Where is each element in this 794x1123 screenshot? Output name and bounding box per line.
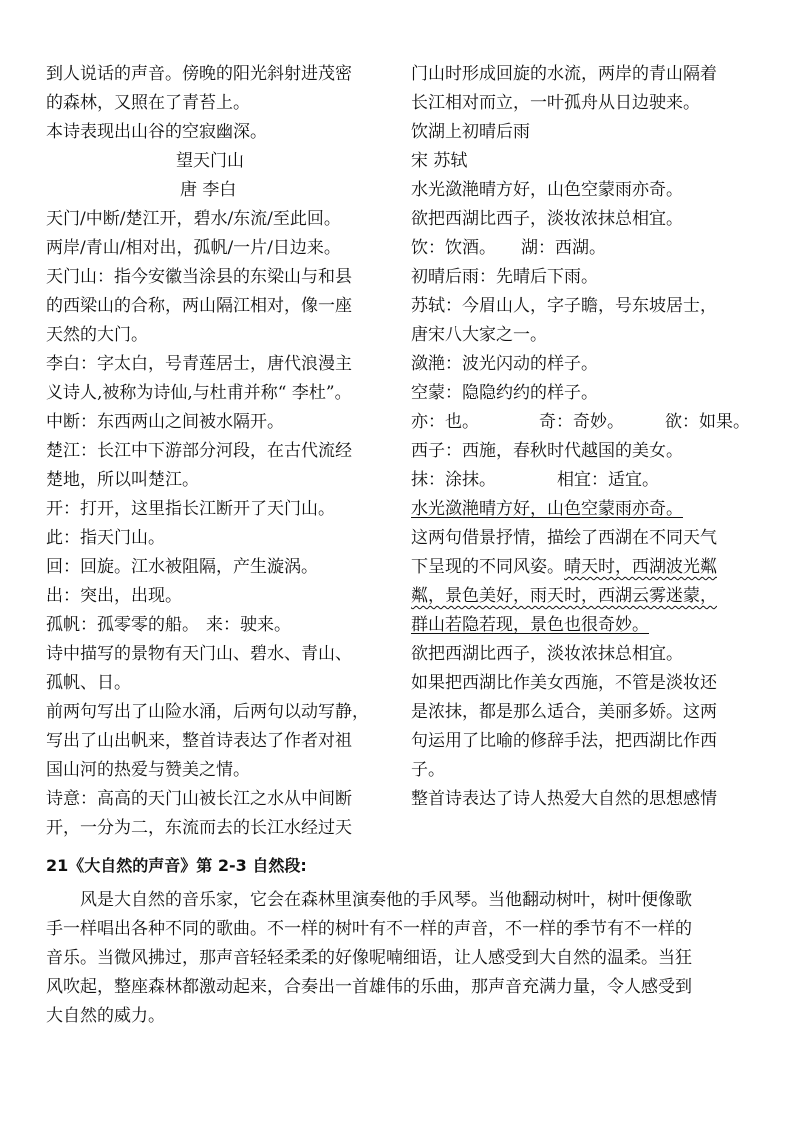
text-line: 是浓抹，都是那么适合，美丽多娇。这两	[411, 702, 717, 722]
text-line: 句运用了比喻的修辞手法，把西湖比作西	[411, 731, 717, 751]
text-line	[411, 553, 771, 582]
poem-line: 水光潋滟晴方好，山色空蒙雨亦奇。	[411, 180, 683, 200]
right-column	[411, 60, 771, 814]
gloss-term: 孤帆：孤零零的船。	[46, 615, 199, 635]
poem-title: 饮湖上初晴后雨	[411, 122, 530, 142]
section-heading: 21《大自然的声音》第 2-3 自然段:	[46, 856, 307, 875]
poem-line: 欲把西湖比西子，淡妆浓抹总相宜。	[411, 644, 683, 664]
text-line: 风是大自然的音乐家，它会在森林里演奏他的手风琴。当他翻动树叶，树叶便像歌	[46, 890, 692, 910]
poem-title: 望天门山	[176, 151, 244, 171]
wavy-underlined-text: 粼，景色美好，雨天时，西湖云雾迷蒙，	[411, 586, 717, 606]
text-line	[46, 611, 404, 640]
text-line: 的西梁山的合称，两山隔江相对，像一座	[46, 296, 352, 316]
text-line: 天然的大门。	[46, 325, 148, 345]
text-line: 诗中描写的景物有天门山、碧水、青山、	[46, 644, 352, 664]
gloss-term: 相宜：适宜。	[557, 470, 659, 490]
text-line	[411, 408, 771, 437]
gloss-term: 来：驶来。	[206, 615, 291, 635]
text-line: 音乐。当微风拂过，那声音轻轻柔柔的好像呢喃细语，让人感受到大自然的温柔。当狂	[46, 948, 692, 968]
text-line: 苏轼：今眉山人，字子瞻，号东坡居士，	[411, 296, 717, 316]
text-line: 义诗人,被称为诗仙,与杜甫并称“ 李杜”。	[46, 383, 352, 403]
gloss-term: 湖：西湖。	[521, 238, 606, 258]
text-line: 前两句写出了山险水涌，后两句以动写静，	[46, 702, 369, 722]
text-line: 潋滟：波光闪动的样子。	[411, 354, 598, 374]
text-line: 整首诗表达了诗人热爱大自然的思想感情	[411, 789, 717, 809]
gloss-term: 饮：饮酒。	[411, 238, 496, 258]
text-line: 中断：东西两山之间被水隔开。	[46, 412, 284, 432]
text-line	[411, 466, 771, 495]
underlined-text: 群山若隐若现，景色也很奇妙。	[411, 615, 649, 635]
text-line: 出：突出，出现。	[46, 586, 182, 606]
text-line: 长江相对而立，一叶孤舟从日边驶来。	[411, 93, 700, 113]
text-line: 此：指天门山。	[46, 528, 165, 548]
poem-line: 欲把西湖比西子，淡妆浓抹总相宜。	[411, 209, 683, 229]
poem-line: 天门/中断/楚江开，碧水/东流/至此回。	[46, 209, 341, 229]
text-line: 西子：西施，春秋时代越国的美女。	[411, 441, 683, 461]
text-line	[411, 582, 771, 611]
text-line: 唐宋八大家之一。	[411, 325, 547, 345]
text-line: 楚江：长江中下游部分河段，在古代流经	[46, 441, 352, 461]
text-line: 的森林，又照在了青苔上。	[46, 93, 250, 113]
wavy-underlined-text: 晴天时，西湖波光粼	[564, 557, 717, 577]
text-line: 子。	[411, 760, 445, 780]
gloss-term: 欲：如果。	[665, 412, 750, 432]
text-line: 李白：字太白，号青莲居士，唐代浪漫主	[46, 354, 352, 374]
text-line: 如果把西湖比作美女西施，不管是淡妆还	[411, 673, 717, 693]
text-line: 手一样唱出各种不同的歌曲。不一样的树叶有不一样的声音，不一样的季节有不一样的	[46, 919, 692, 939]
underlined-poem-line: 水光潋滟晴方好，山色空蒙雨亦奇。	[411, 499, 683, 519]
gloss-term: 亦：也。	[411, 412, 479, 432]
text-line: 国山河的热爱与赞美之情。	[46, 760, 250, 780]
text-line: 门山时形成回旋的水流，两岸的青山隔着	[411, 64, 717, 84]
text-line: 开：打开，这里指长江断开了天门山。	[46, 499, 335, 519]
text-line: 孤帆、日。	[46, 673, 131, 693]
text-line: 本诗表现出山谷的空寂幽深。	[46, 122, 267, 142]
text-line: 诗意：高高的天门山被长江之水从中间断	[46, 789, 352, 809]
text-line	[411, 611, 771, 640]
gloss-term: 奇：奇妙。	[539, 412, 624, 432]
text-line: 回：回旋。江水被阻隔，产生漩涡。	[46, 557, 318, 577]
gloss-term: 抹：涂抹。	[411, 470, 496, 490]
text-line: 大自然的威力。	[46, 1006, 165, 1026]
text-span: 下呈现的不同风姿。	[411, 557, 564, 577]
poem-author: 唐 李白	[180, 180, 237, 200]
text-line: 这两句借景抒情，描绘了西湖在不同天气	[411, 528, 717, 548]
text-line: 初晴后雨：先晴后下雨。	[411, 267, 598, 287]
lesson-section	[46, 852, 766, 1031]
text-line: 风吹起，整座森林都激动起来，合奏出一首雄伟的乐曲，那声音充满力量，令人感受到	[46, 977, 692, 997]
text-line: 空蒙：隐隐约约的样子。	[411, 383, 598, 403]
poem-line: 两岸/青山/相对出，孤帆/一片/日边来。	[46, 238, 341, 258]
text-line	[411, 234, 771, 263]
text-line	[411, 495, 771, 524]
text-line: 开，一分为二，东流而去的长江水经过天	[46, 818, 352, 838]
text-line: 楚地，所以叫楚江。	[46, 470, 199, 490]
left-column	[46, 60, 404, 843]
poem-author: 宋 苏轼	[411, 151, 468, 171]
text-line: 天门山：指今安徽当涂县的东梁山与和县	[46, 267, 352, 287]
text-line: 到人说话的声音。傍晚的阳光斜射进茂密	[46, 64, 352, 84]
text-line: 写出了山出帆来，整首诗表达了作者对祖	[46, 731, 352, 751]
lesson-paragraph	[46, 886, 766, 1031]
